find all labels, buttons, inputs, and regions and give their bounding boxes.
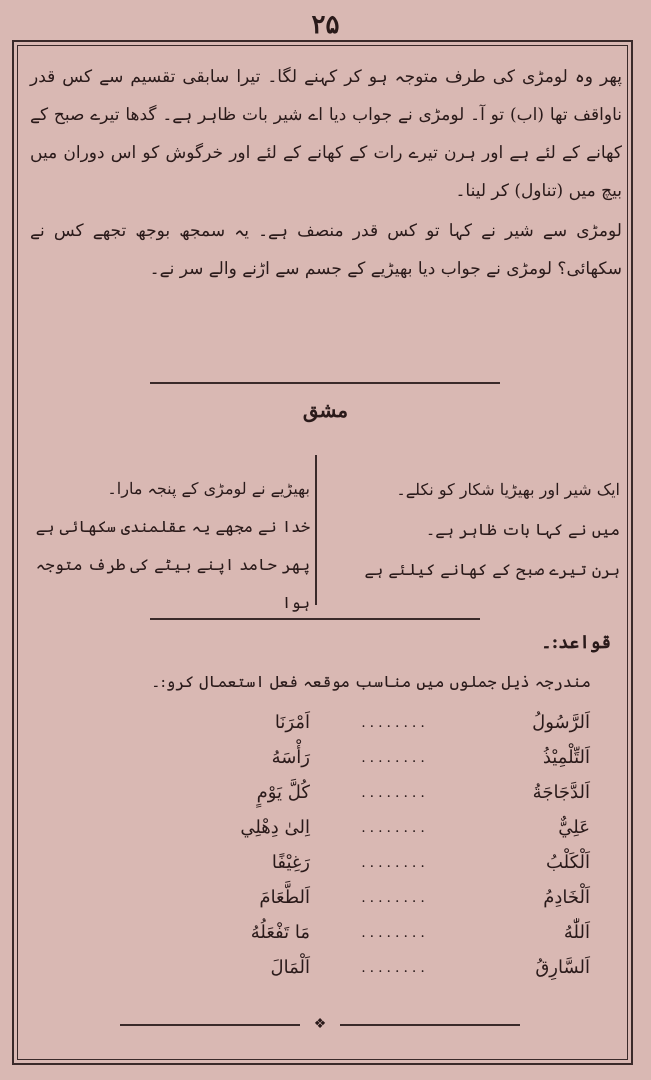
exercise-sentence: ہرن تیرے صبح کے کھانے کیلئے ہے [364, 560, 620, 579]
rules-table [160, 705, 590, 985]
rule-word: اَللّٰهُ [563, 922, 590, 943]
rule-dots: ........ [361, 749, 429, 766]
rule-word: اَلْكَلْبُ [545, 852, 590, 873]
rules-instruction: مندرجہ ذیل جملوں میں مناسب موقعہ فعل استعمال کرو:۔ [151, 672, 591, 691]
exercise-heading: مشق [302, 398, 349, 422]
story-text [30, 58, 622, 290]
rule-answer: كُلَّ يَوْمٍ [256, 782, 310, 803]
rule-dots: ........ [361, 854, 429, 871]
rule-row [160, 915, 590, 950]
rule-dots: ........ [361, 714, 429, 731]
rule-row [160, 740, 590, 775]
divider [150, 382, 500, 384]
rule-row [160, 950, 590, 985]
rules-heading: قواعد:۔ [541, 632, 611, 653]
page-number: ۲۵ [311, 10, 340, 40]
rule-row [160, 880, 590, 915]
rule-answer: اَلطَّعَامَ [259, 887, 310, 908]
column-divider [315, 455, 317, 605]
rule-word: اَلرَّسُولُ [532, 712, 590, 733]
rule-word: اَلسَّارِقُ [535, 957, 590, 978]
exercise-right-column [330, 470, 620, 590]
rule-answer: اَلْمَالَ [270, 957, 310, 978]
rule-answer: رَأْسَهُ [271, 747, 310, 768]
rule-answer: اَمْرَنَا [274, 712, 310, 733]
ornament-icon: ❖ [300, 1016, 340, 1032]
exercise-sentence: خدا نے مجھے یہ عقلمندی سکھائی ہے [35, 517, 310, 536]
paragraph-1: پھر وہ لومڑی کی طرف متوجہ ہو کر کہنے لگا۔ تیرا سابقی تقسیم سے کس قدر ناواقف تھا (اب) تو آ۔ لومڑی نے جواب دیا اے شیر بات ظاہر ہے۔ گدھا تیرے صبح کے کھانے کے لئے ہے اور ہرن تیرے رات کے کھانے کے لئے اور خرگوش کو اس دوران میں بیچ میں (تناول) کر لینا۔ [30, 67, 622, 201]
rule-dots: ........ [361, 924, 429, 941]
rule-word: اَلدَّجَاجَةُ [532, 782, 590, 803]
exercise-sentence: میں نے کہا بات ظاہر ہے۔ [425, 520, 620, 539]
rule-row [160, 705, 590, 740]
exercise-sentence: ایک شیر اور بھیڑیا شکار کو نکلے۔ [396, 480, 620, 499]
paragraph-2: لومڑی سے شیر نے کہا تو کس قدر منصف ہے۔ یہ سمجھ بوجھ تجھے کس نے سکھائی؟ لومڑی نے جواب دیا بھیڑیے کے جسم سے اڑنے والے سر نے۔ [30, 221, 622, 279]
rule-dots: ........ [361, 819, 429, 836]
rule-dots: ........ [361, 959, 429, 976]
rule-answer: مَا تَفْعَلُهُ [250, 922, 310, 943]
rule-row [160, 810, 590, 845]
rule-word: اَلْخَادِمُ [543, 887, 590, 908]
rule-row [160, 845, 590, 880]
exercise-left-column [30, 470, 310, 622]
exercise-sentence: پھر حامد اپنے بیٹے کی طرف متوجہ ہوا [35, 555, 310, 612]
rule-dots: ........ [361, 889, 429, 906]
rule-word: اَلتِّلْمِیْذُ [542, 747, 590, 768]
rule-dots: ........ [361, 784, 429, 801]
divider [150, 618, 480, 620]
exercise-sentence: بھیڑیے نے لومڑی کے پنجہ مارا۔ [107, 479, 310, 498]
rule-answer: رَغِيْفًا [271, 852, 310, 873]
rule-row [160, 775, 590, 810]
rule-word: عَلِيٌّ [558, 817, 590, 838]
rule-answer: اِلىٰ دِهْلِي [240, 817, 310, 838]
